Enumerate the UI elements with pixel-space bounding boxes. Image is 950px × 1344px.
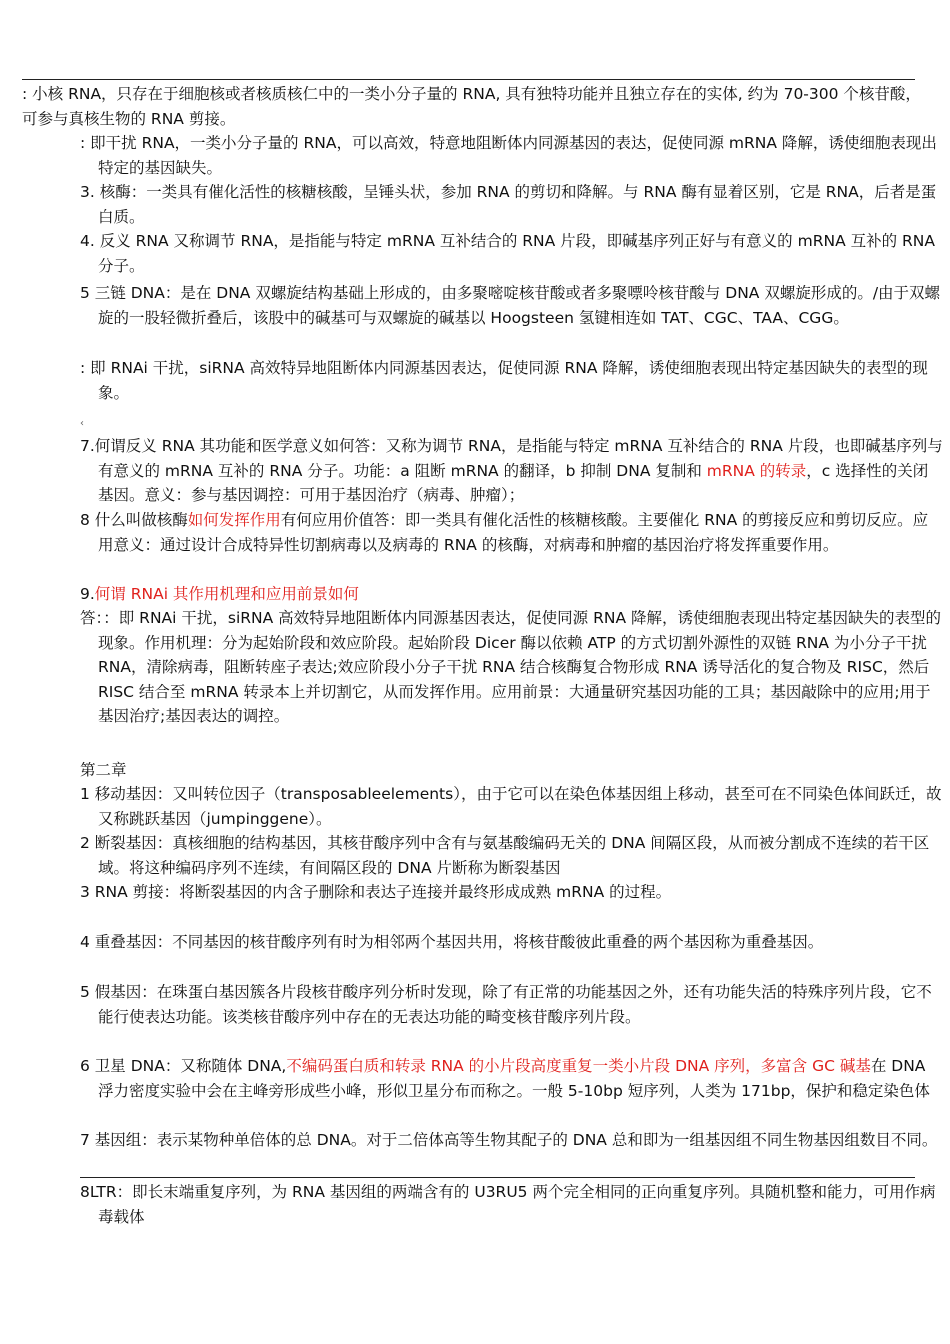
paragraph-triplex-dna bbox=[80, 281, 943, 330]
paragraph-text: 2 断裂基因：真核细胞的结构基因，其核苷酸序列中含有与氨基酸编码无关的 DNA 间隔区段，从而被分割成不连续的若干区域。将这种编码序列不连续，有间隔区段的 DNA 片断称为断裂基因 bbox=[80, 834, 930, 877]
paragraph-text: 9. bbox=[80, 585, 95, 603]
paragraph-text: 7.何谓反义 RNA 其功能和医学意义如何答：又称为调节 RNA，是指能与特定 mRNA 互补结合的 RNA 片段，也即碱基序列与有意义的 mRNA 互补的 RNA 分子。功能：a 阻断 mRNA 的翻译，b 抑制 DNA 复制和 bbox=[80, 437, 943, 480]
paragraph-text: : 即干扰 RNA，一类小分子量的 RNA，可以高效，特意地阻断体内同源基因的表达，促使同源 mRNA 降解，诱使细胞表现出特定的基因缺失。 bbox=[80, 134, 937, 177]
highlighted-text: mRNA 的转录 bbox=[706, 461, 807, 480]
paragraph-text: ，c 选择性的关闭基因。意义：参与基因调控：可用于基因治疗（病毒、肿瘤）； bbox=[98, 461, 929, 504]
paragraph-ribozyme bbox=[80, 180, 943, 229]
paragraph-text: 7 基因组：表示某物种单倍体的总 DNA。对于二倍体高等生物其配子的 DNA 总和即为一组基因组不同生物基因组数目不同。 bbox=[80, 1131, 938, 1149]
highlighted-text: 何谓 RNAi 其作用机理和应用前景如何 bbox=[94, 585, 359, 603]
paragraph-text: 6 卫星 DNA：又称随体 DNA, bbox=[80, 1057, 287, 1075]
paragraph-rnai bbox=[80, 356, 943, 405]
question-9 bbox=[80, 582, 925, 607]
paragraph-snrna bbox=[22, 82, 922, 131]
term-overlapping-gene bbox=[80, 930, 943, 955]
term-satellite-dna bbox=[80, 1054, 943, 1103]
paragraph-text: : 小核 RNA，只存在于细胞核或者核质核仁中的一类小分子量的 RNA, 具有独特功能并且独立存在的实体, 约为 70-300 个核苷酸，可参与真核生物的 RNA 剪接。 bbox=[22, 85, 921, 128]
term-split-gene bbox=[80, 831, 943, 880]
answer-9 bbox=[80, 606, 943, 729]
paragraph-antisense-rna bbox=[80, 229, 943, 278]
term-ltr bbox=[80, 1180, 943, 1229]
term-genome bbox=[80, 1128, 943, 1153]
question-7 bbox=[80, 434, 943, 508]
stray-mark: ‹ bbox=[80, 418, 84, 429]
paragraph-text: 1 移动基因：又叫转位因子（transposableelements），由于它可以在染色体基因组上移动，甚至可在不同染色体间跃迁，故又称跳跃基因（jumpinggene）。 bbox=[80, 785, 942, 828]
highlighted-text: 不编码蛋白质和转录 RNA 的小片段高度重复一类小片段 DNA 序列，多富含 GC 碱基 bbox=[286, 1057, 871, 1075]
term-mobile-gene bbox=[80, 782, 943, 831]
paragraph-text: 3. 核酶：一类具有催化活性的核糖核酸，呈锤头状，参加 RNA 的剪切和降解。与 RNA 酶有显着区别，它是 RNA，后者是蛋白质。 bbox=[80, 183, 937, 226]
paragraph-text: : 即 RNAi 干扰，siRNA 高效特异地阻断体内同源基因表达，促使同源 RNA 降解，诱使细胞表现出特定基因缺失的表型的现象。 bbox=[80, 359, 928, 402]
term-pseudogene bbox=[80, 980, 943, 1029]
paragraph-text: 5 假基因：在珠蛋白基因簇各片段核苷酸序列分析时发现，除了有正常的功能基因之外，还有功能失活的特殊序列片段，它不能行使表达功能。该类核苷酸序列中存在的无表达功能的畸变核苷酸序列片段。 bbox=[80, 983, 932, 1026]
paragraph-text: 答：：即 RNAi 干扰，siRNA 高效特异地阻断体内同源基因表达，促使同源 RNA 降解，诱使细胞表现出特定基因缺失的表型的现象。作用机理：分为起始阶段和效应阶段。起始阶段 Dicer 酶以依赖 ATP 的方式切割外源性的双链 RNA 为小分子干扰 RNA，清除病毒，阻断转座子表达;效应阶段小分子干扰 RNA 结合核酶复合物形成 RNA 诱导活化的复合物及 RISC，然后 RISC 结合至 mRNA 转录本上并切割它，从而发挥作用。应用前景：大通量研究基因功能的工具；基因敲除中的应用;用于基因治疗;基因表达的调控。 bbox=[80, 609, 941, 725]
term-rna-splicing bbox=[80, 880, 943, 905]
top-rule bbox=[22, 79, 915, 80]
paragraph-text: 有何应用价值答：即一类具有催化活性的核糖核酸。主要催化 RNA 的剪接反应和剪切反应。应用意义：通过设计合成特异性切割病毒以及病毒的 RNA 的核酶，对病毒和肿瘤的基因治疗将发挥重要作用。 bbox=[98, 511, 929, 554]
chapter-heading bbox=[80, 758, 280, 783]
paragraph-text: 4 重叠基因：不同基因的核苷酸序列有时为相邻两个基因共用，将核苷酸彼此重叠的两个基因称为重叠基因。 bbox=[80, 933, 824, 951]
paragraph-text: 5 三链 DNA：是在 DNA 双螺旋结构基础上形成的，由多聚嘧啶核苷酸或者多聚嘌呤核苷酸与 DNA 双螺旋形成的。/由于双螺旋的一股轻微折叠后，该股中的碱基可与双螺旋的碱基以 Hoogsteen 氢键相连如 TAT、CGC、TAA、CGG。 bbox=[80, 284, 941, 327]
question-8 bbox=[80, 508, 943, 557]
bottom-rule bbox=[80, 1177, 915, 1178]
chapter-title: 第二章 bbox=[80, 761, 127, 779]
paragraph-text: 4. 反义 RNA 又称调节 RNA，是指能与特定 mRNA 互补结合的 RNA 片段，即碱基序列正好与有意义的 mRNA 互补的 RNA 分子。 bbox=[80, 232, 935, 275]
paragraph-text: 在 DNA 浮力密度实验中会在主峰旁形成些小峰，形似卫星分布而称之。一般 5-10bp 短序列，人类为 171bp，保护和稳定染色体 bbox=[98, 1057, 930, 1100]
highlighted-text: 如何发挥作用 bbox=[187, 511, 281, 529]
paragraph-sirna bbox=[80, 131, 943, 180]
paragraph-text: 3 RNA 剪接：将断裂基因的内含子删除和表达子连接并最终形成成熟 mRNA 的过程。 bbox=[80, 883, 672, 901]
paragraph-text: 8LTR：即长末端重复序列，为 RNA 基因组的两端含有的 U3RU5 两个完全相同的正向重复序列。具随机整和能力，可用作病毒载体 bbox=[80, 1183, 936, 1226]
paragraph-text: 8 什么叫做核酶 bbox=[80, 511, 188, 529]
